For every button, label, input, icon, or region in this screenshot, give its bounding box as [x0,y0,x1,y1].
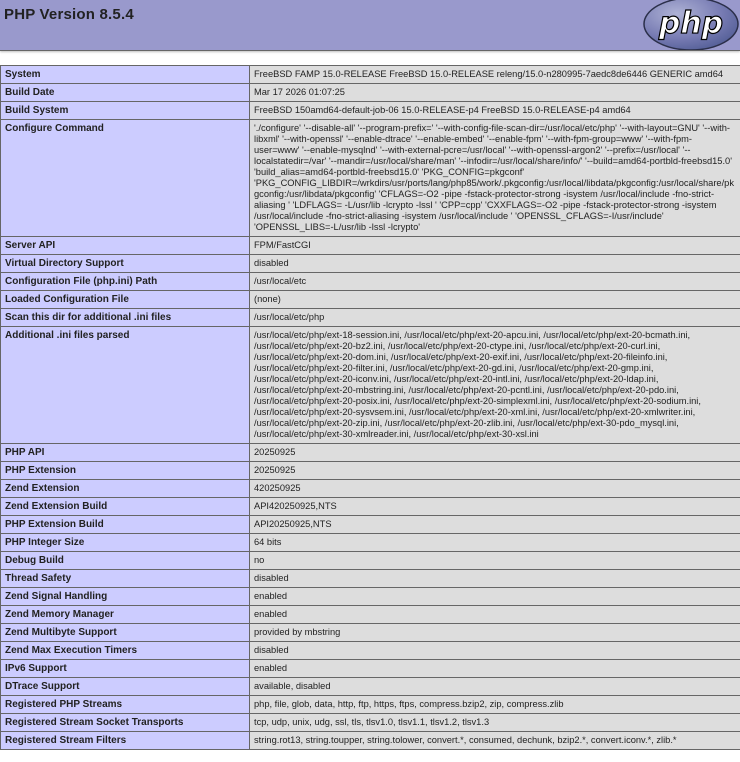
page-title: PHP Version 8.5.4 [4,6,134,23]
php-version-header [0,0,740,51]
php-info-table [0,65,740,750]
info-label: Server API [1,237,250,255]
info-label: Zend Signal Handling [1,588,250,606]
info-value: disabled [250,642,740,660]
info-label: PHP API [1,444,250,462]
info-value: 20250925 [250,462,740,480]
info-label: Build Date [1,84,250,102]
info-value: enabled [250,660,740,678]
info-label: Zend Multibyte Support [1,624,250,642]
info-row [1,588,740,606]
info-label: PHP Extension [1,462,250,480]
info-label: PHP Extension Build [1,516,250,534]
info-row [1,480,740,498]
php-logo-icon [641,0,740,51]
info-value: API20250925,NTS [250,516,740,534]
info-label: IPv6 Support [1,660,250,678]
info-label: System [1,66,250,84]
info-row [1,444,740,462]
info-row [1,696,740,714]
info-value: 64 bits [250,534,740,552]
info-label: Debug Build [1,552,250,570]
info-row [1,570,740,588]
info-row [1,606,740,624]
info-row [1,624,740,642]
info-row [1,291,740,309]
info-value: disabled [250,570,740,588]
info-row [1,552,740,570]
info-value: 20250925 [250,444,740,462]
info-row [1,516,740,534]
info-row [1,120,740,237]
info-row [1,498,740,516]
info-row [1,462,740,480]
info-row [1,102,740,120]
php-logo-text: php [658,6,724,41]
info-row [1,255,740,273]
info-value: FPM/FastCGI [250,237,740,255]
info-row [1,327,740,444]
info-row [1,66,740,84]
info-value: enabled [250,606,740,624]
info-label: Zend Memory Manager [1,606,250,624]
info-value: php, file, glob, data, http, ftp, https, ftps, compress.bzip2, zip, compress.zlib [250,696,740,714]
info-value: available, disabled [250,678,740,696]
info-value: API420250925,NTS [250,498,740,516]
info-row [1,237,740,255]
info-label: Additional .ini files parsed [1,327,250,444]
info-value: /usr/local/etc [250,273,740,291]
info-row [1,660,740,678]
info-row [1,309,740,327]
info-value: /usr/local/etc/php [250,309,740,327]
info-value: (none) [250,291,740,309]
info-label: Configuration File (php.ini) Path [1,273,250,291]
info-label: Zend Extension [1,480,250,498]
info-value: './configure' '--disable-all' '--program-prefix=' '--with-config-file-scan-dir=/usr/local/etc/php' '--with-layout=GNU' '--with-libxml' '--with-openssl' '--enable-dtrace' '--enable-embed' '--enable-fpm' '--with-fpm-group=www' '--with-fpm-user=www' '--enable-mysqlnd' '--with-external-pcre=/usr/local' '--with-openssl-argon2' '--prefix=/usr/local' '--localstatedir=/var' '--mandir=/usr/local/share/man' '--infodir=/usr/local/share/info/' '--build=amd64-portbld-freebsd15.0' 'build_alias=amd64-portbld-freebsd15.0' 'PKG_CONFIG=pkgconf' 'PKG_CONFIG_LIBDIR=/wrkdirs/usr/ports/lang/php85/work/.pkgconfig:/usr/local/libdata/pkgconfig:/usr/local/share/pkgconfig:/usr/libdata/pkgconfig' 'CFLAGS=-O2 -pipe -fstack-protector-strong -isystem /usr/local/include -fno-strict-aliasing ' 'LDFLAGS= -L/usr/lib -lcrypto -lssl ' 'CPP=cpp' 'CXXFLAGS=-O2 -pipe -fstack-protector-strong -isystem /usr/local/include -fno-strict-aliasing -isystem /usr/local/include ' 'OPENSSL_CFLAGS=-I/usr/include' 'OPENSSL_LIBS=-L/usr/lib -lssl -lcrypto' [250,120,740,237]
info-row [1,84,740,102]
info-label: PHP Integer Size [1,534,250,552]
info-label: Zend Max Execution Timers [1,642,250,660]
info-row [1,678,740,696]
info-value: tcp, udp, unix, udg, ssl, tls, tlsv1.0, tlsv1.1, tlsv1.2, tlsv1.3 [250,714,740,732]
info-label: Build System [1,102,250,120]
info-label: Thread Safety [1,570,250,588]
info-label: Virtual Directory Support [1,255,250,273]
info-label: Zend Extension Build [1,498,250,516]
info-label: Registered Stream Filters [1,732,250,750]
info-row [1,534,740,552]
info-value: 420250925 [250,480,740,498]
info-row [1,732,740,750]
info-label: Loaded Configuration File [1,291,250,309]
info-label: Scan this dir for additional .ini files [1,309,250,327]
info-label: Configure Command [1,120,250,237]
info-value: provided by mbstring [250,624,740,642]
info-value: FreeBSD FAMP 15.0-RELEASE FreeBSD 15.0-RELEASE releng/15.0-n280995-7aedc8de6446 GENERIC amd64 [250,66,740,84]
info-row [1,714,740,732]
info-label: Registered Stream Socket Transports [1,714,250,732]
info-value: disabled [250,255,740,273]
info-value: FreeBSD 150amd64-default-job-06 15.0-RELEASE-p4 FreeBSD 15.0-RELEASE-p4 amd64 [250,102,740,120]
info-value: /usr/local/etc/php/ext-18-session.ini, /usr/local/etc/php/ext-20-apcu.ini, /usr/local/etc/php/ext-20-bcmath.ini, /usr/local/etc/php/ext-20-bz2.ini, /usr/local/etc/php/ext-20-ctype.ini, /usr/local/etc/php/ext-20-curl.ini, /usr/local/etc/php/ext-20-dom.ini, /usr/local/etc/php/ext-20-exif.ini, /usr/local/etc/php/ext-20-fileinfo.ini, /usr/local/etc/php/ext-20-filter.ini, /usr/local/etc/php/ext-20-gd.ini, /usr/local/etc/php/ext-20-gmp.ini, /usr/local/etc/php/ext-20-iconv.ini, /usr/local/etc/php/ext-20-intl.ini, /usr/local/etc/php/ext-20-ldap.ini, /usr/local/etc/php/ext-20-mbstring.ini, /usr/local/etc/php/ext-20-pcntl.ini, /usr/local/etc/php/ext-20-pdo.ini, /usr/local/etc/php/ext-20-posix.ini, /usr/local/etc/php/ext-20-simplexml.ini, /usr/local/etc/php/ext-20-sodium.ini, /usr/local/etc/php/ext-20-sysvsem.ini, /usr/local/etc/php/ext-20-xml.ini, /usr/local/etc/php/ext-20-xmlwriter.ini, /usr/local/etc/php/ext-20-zip.ini, /usr/local/etc/php/ext-20-zlib.ini, /usr/local/etc/php/ext-30-pdo_mysql.ini, /usr/local/etc/php/ext-30-xmlreader.ini, /usr/local/etc/php/ext-30-xsl.ini [250,327,740,444]
info-label: DTrace Support [1,678,250,696]
info-row [1,273,740,291]
info-value: enabled [250,588,740,606]
info-row [1,642,740,660]
info-value: no [250,552,740,570]
info-label: Registered PHP Streams [1,696,250,714]
info-value: string.rot13, string.toupper, string.tolower, convert.*, consumed, dechunk, bzip2.*, convert.iconv.*, zlib.* [250,732,740,750]
info-value: Mar 17 2026 01:07:25 [250,84,740,102]
